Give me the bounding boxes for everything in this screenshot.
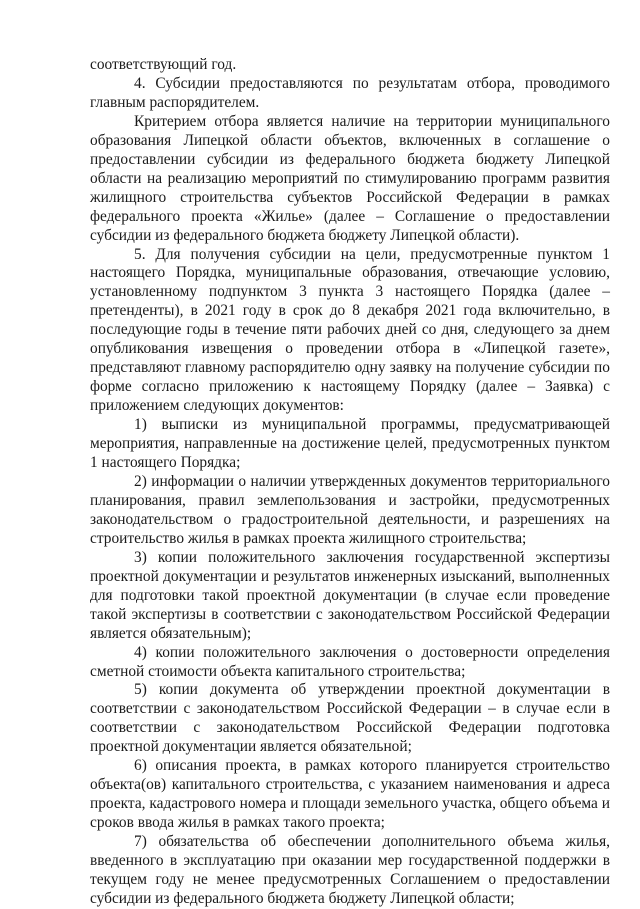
list-item-6: 6) описания проекта, в рамках которого планируется строительство объекта(ов) капитального строительства, с указанием наименования и адреса проекта, кадастрового номера и площади земельного участка, общего объема и сроков ввода жилья в рамках такого проекта; [90,757,610,832]
list-item-2: 2) информации о наличии утвержденных документов территориального планирования, правил землепользования и застройки, предусмотренных законодательством о градостроительной деятельности, и разрешениях на строительство жилья в рамках проекта жилищного строительства; [90,472,610,547]
list-item-1: 1) выписки из муниципальной программы, предусматривающей мероприятия, направленные на достижение целей, предусмотренных пунктом 1 настоящего Порядка; [90,416,610,472]
list-item-5: 5) копии документа об утверждении проектной документации в соответствии с законодательством Российской Федерации – в случае если в соответствии с законодательством Российской Федерации подготовка проектной документации является обязательной; [90,681,610,756]
paragraph-continuation: соответствующий год. [90,56,237,73]
document-page [90,56,610,909]
list-item-3: 3) копии положительного заключения государственной экспертизы проектной документации и результатов инженерных изысканий, выполненных для подготовки такой проектной документации (в случае если проведение такой экспертизы в соответствии с законодательством Российской Федерации является обязательным); [90,548,610,642]
list-item-7: 7) обязательства об обеспечении дополнительного объема жилья, введенного в эксплуатацию при оказании мер государственной поддержки в текущем году не менее предусмотренных Соглашением о предоставлении субсидии из федерального бюджета бюджету Липецкой области; [90,833,610,907]
paragraph-item-4: 4. Субсидии предоставляются по результатам отбора, проводимого главным распорядителем. [90,74,610,111]
list-item-4: 4) копии положительного заключения о достоверности определения сметной стоимости объекта капитального строительства; [90,643,610,680]
paragraph-selection-criterion: Критерием отбора является наличие на территории муниципального образования Липецкой области объектов, включенных в соглашение о предоставлении субсидии из федерального бюджета бюджету Липецкой области на реализацию мероприятий по стимулированию программ развития жилищного строительства субъектов Российской Федерации в рамках федерального проекта «Жилье» (далее – Соглашение о предоставлении субсидии из федерального бюджета бюджету Липецкой области). [90,112,610,244]
paragraph-item-5: 5. Для получения субсидии на цели, предусмотренные пунктом 1 настоящего Порядка, муниципальные образования, отвечающие условию, установленному подпунктом 3 пункта 3 настоящего Порядка (далее – претенденты), в 2021 году в срок до 8 декабря 2021 года включительно, в последующие годы в течение пяти рабочих дней со дня, следующего за днем опубликования извещения о проведении отбора в «Липецкой газете», представляют главному распорядителю одну заявку на получение субсидии по форме согласно приложению к настоящему Порядку (далее – Заявка) с приложением следующих документов: [90,245,610,415]
